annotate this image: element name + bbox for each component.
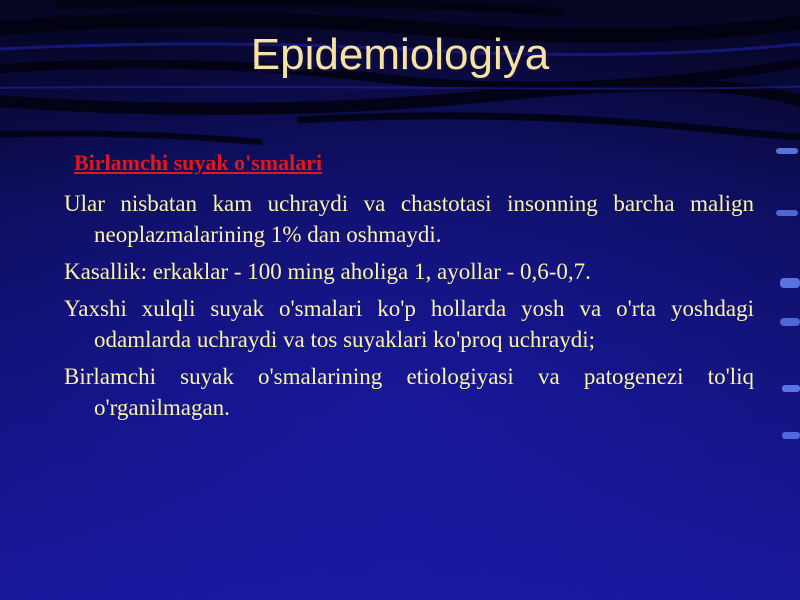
paragraph-item: Yaxshi xulqli suyak o'smalari ko'p hollarda yosh va o'rta yoshdagi odamlarda uchraydi va tos suyaklari ko'proq uchraydi; (64, 296, 754, 352)
paragraph-item: Birlamchi suyak o'smalarining etiologiyasi va patogenezi to'liq o'rganilmagan. (64, 364, 754, 420)
section-subheading: Birlamchi suyak o'smalari (74, 150, 323, 175)
slide-title: Epidemiologiya (250, 30, 550, 79)
paragraph-item: Ular nisbatan kam uchraydi va chastotasi insonning barcha malign neoplazmalarining 1% dan oshmaydi. (64, 191, 754, 247)
paragraph-item: Kasallik: erkaklar - 100 ming aholiga 1, ayollar - 0,6-0,7. (64, 259, 591, 284)
body-paragraph-list (64, 188, 754, 429)
